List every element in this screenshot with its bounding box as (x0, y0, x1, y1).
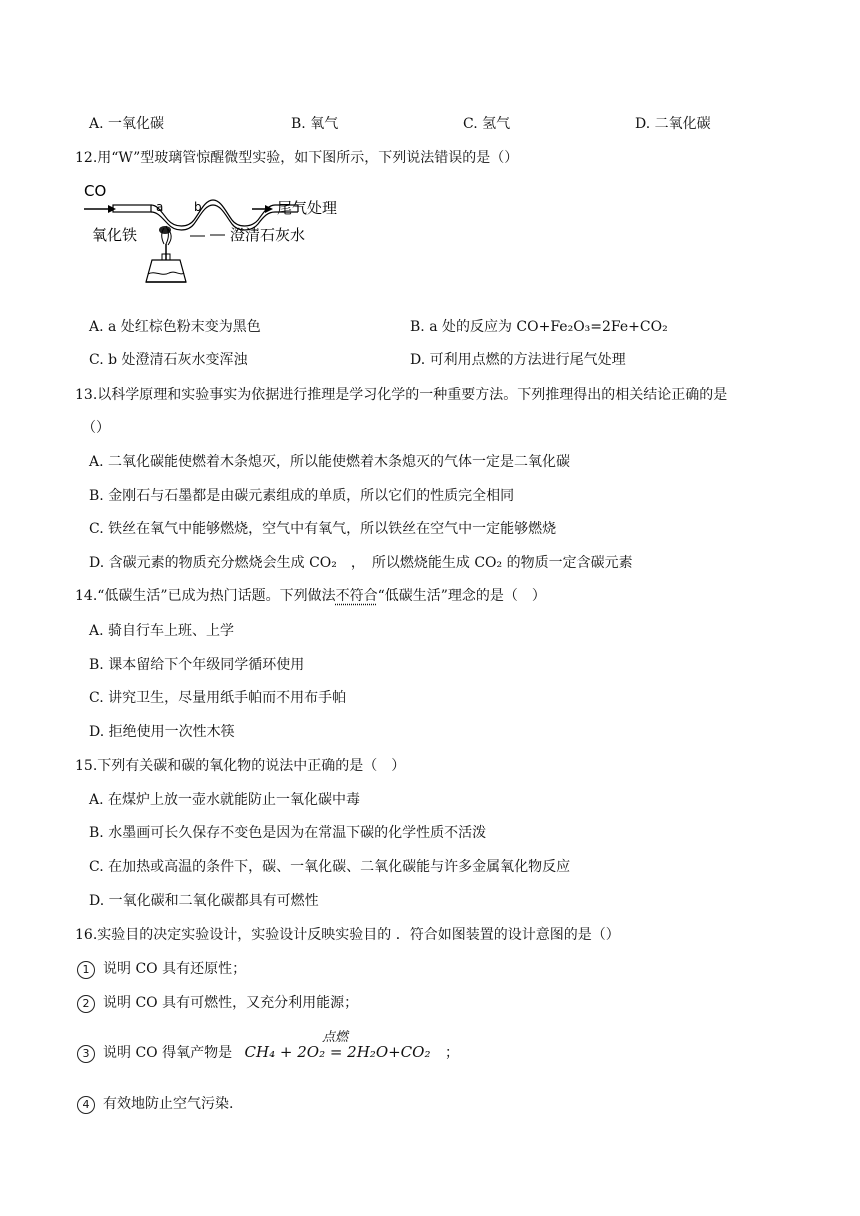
circled-number-4: 4 (77, 1096, 95, 1114)
figure-label-limewater: 澄清石灰水 (230, 226, 306, 244)
q14-stem-suffix: “低碳生活”理念的是（ ） (377, 588, 546, 604)
q13-option-b: B. 金刚石与石墨都是由碳元素组成的单质，所以它们的性质完全相同 (89, 488, 515, 504)
q14-option-b: B. 课本留给下个年级同学循环使用 (89, 657, 305, 673)
q12-stem: 12.用“W”型玻璃管惊醒微型实验，如下图所示，下列说法错误的是（） (75, 150, 519, 166)
q16-item-1-text: 说明 CO 具有还原性； (103, 961, 247, 977)
circled-number-2: 2 (77, 995, 95, 1013)
q16-item-3-tail: ； (444, 1045, 459, 1061)
q16-item-4-text: 有效地防止空气污染. (103, 1096, 234, 1112)
q15-option-d: D. 一氧化碳和二氧化碳都具有可燃性 (89, 893, 319, 909)
q12-option-d: D. 可利用点燃的方法进行尾气处理 (410, 352, 626, 368)
q14-option-a: A. 骑自行车上班、上学 (89, 623, 235, 639)
q11-option-d: D. 二氧化碳 (635, 116, 711, 132)
q16-item-3 (77, 1042, 459, 1063)
q11-option-a: A. 一氧化碳 (89, 116, 165, 132)
figure-label-tail-gas: 尾气处理 (277, 199, 338, 217)
q16-item-1 (77, 958, 246, 979)
q12-option-b: B. a 处的反应为 CO+Fe₂O₃=2Fe+CO₂ (410, 319, 668, 335)
circled-number-3: 3 (77, 1045, 95, 1063)
q13-option-c: C. 铁丝在氧气中能够燃烧，空气中有氧气，所以铁丝在空气中一定能够燃烧 (89, 521, 557, 537)
q16-stem: 16.实验目的决定实验设计，实验设计反映实验目的 ．符合如图装置的设计意图的是（） (75, 927, 620, 943)
q13-option-d: D. 含碳元素的物质充分燃烧会生成 CO₂ ， 所以燃烧能生成 CO₂ 的物质一定含碳元素 (89, 555, 633, 571)
figure-label-a: a (156, 200, 164, 214)
figure-label-b: b (194, 200, 202, 214)
q16-item-2 (77, 992, 358, 1013)
q16-equation: CH₄ + 2O₂ = 2H₂O+CO₂ (244, 1043, 431, 1061)
q13-option-a: A. 二氧化碳能使燃着木条熄灭，所以能使燃着木条熄灭的气体一定是二氧化碳 (89, 454, 571, 470)
q14-stem (75, 585, 546, 605)
q16-reaction-condition: 点燃 (322, 1030, 349, 1045)
figure-label-co: CO (84, 182, 107, 200)
q15-stem: 15.下列有关碳和碳的氧化物的说法中正确的是（ ） (75, 758, 406, 774)
q13-stem-line2: （） (82, 420, 110, 436)
q14-stem-prefix: 14.“低碳生活”已成为热门话题。下列做法 (75, 588, 336, 604)
q16-item-2-text: 说明 CO 具有可燃性，又充分利用能源； (103, 995, 359, 1011)
q16-item-4 (77, 1093, 233, 1114)
q15-option-a: A. 在煤炉上放一壶水就能防止一氧化碳中毒 (89, 792, 361, 808)
q11-option-b: B. 氧气 (291, 116, 339, 132)
q14-option-c: C. 讲究卫生，尽量用纸手帕而不用布手帕 (89, 690, 347, 706)
q12-option-c: C. b 处澄清石灰水变浑浊 (89, 352, 248, 368)
q14-option-d: D. 拒绝使用一次性木筷 (89, 724, 235, 740)
w-tube-apparatus-figure (80, 178, 370, 288)
q15-option-c: C. 在加热或高温的条件下，碳、一氧化碳、二氧化碳能与许多金属氧化物反应 (89, 859, 571, 875)
q11-option-c: C. 氢气 (463, 116, 511, 132)
q13-stem-line1: 13.以科学原理和实验事实为依据进行推理是学习化学的一种重要方法。下列推理得出的相关结论正确的是 (75, 387, 728, 403)
q12-option-a: A. a 处红棕色粉末变为黑色 (89, 319, 261, 335)
q15-option-b: B. 水墨画可长久保存不变色是因为在常温下碳的化学性质不活泼 (89, 825, 487, 841)
circled-number-1: 1 (77, 961, 95, 979)
q14-stem-emphasis: 不符合 (335, 588, 378, 604)
figure-label-iron-oxide: 氧化铁 (92, 226, 138, 244)
q16-item-3-text: 说明 CO 得氧产物是 (103, 1045, 233, 1061)
